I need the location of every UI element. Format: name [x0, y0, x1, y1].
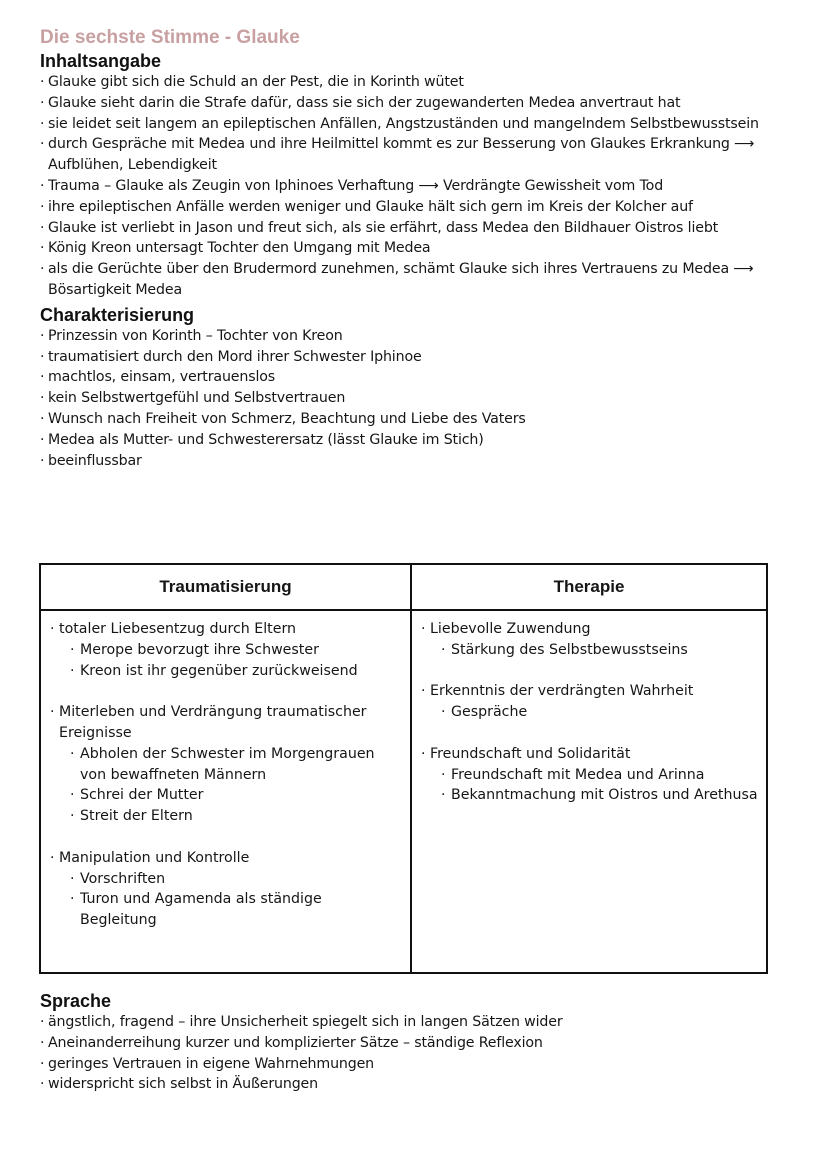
list-item: · durch Gespräche mit Medea und ihre Heilmittel kommt es zur Besserung von Glaukes Erkrankung ⟶ Aufblühen, Lebendigkeit: [40, 134, 800, 176]
page-title: Die sechste Stimme - Glauke: [40, 27, 300, 48]
main-bullet: · Freundschaft und Solidarität: [421, 744, 758, 765]
sub-bullet: · Turon und Agamenda als ständige Begleitung: [50, 889, 402, 931]
sprache-list: [40, 1012, 800, 1095]
sub-bullet: · Bekanntmachung mit Oistros und Arethusa: [421, 785, 758, 806]
sub-bullet: · Vorschriften: [50, 869, 402, 890]
list-item: · Glauke ist verliebt in Jason und freut sich, als sie erfährt, dass Medea den Bildhauer Oistros liebt: [40, 218, 800, 239]
notes-page: [40, 26, 800, 471]
list-item: · sie leidet seit langem an epileptischen Anfällen, Angstzuständen und mangelndem Selbstbewusstsein: [40, 114, 800, 135]
main-bullet: · Miterleben und Verdrängung traumatischer Ereignisse: [50, 702, 402, 744]
bullet-group: [50, 848, 402, 931]
comparison-table: [39, 563, 768, 974]
bullet-group: [421, 744, 758, 806]
sub-bullet: · Abholen der Schwester im Morgengrauen von bewaffneten Männern: [50, 744, 402, 786]
list-item: · Glauke gibt sich die Schuld an der Pest, die in Korinth wütet: [40, 72, 800, 93]
list-item: · geringes Vertrauen in eigene Wahrnehmungen: [40, 1054, 800, 1075]
list-item: · kein Selbstwertgefühl und Selbstvertrauen: [40, 388, 800, 409]
therapie-cell: [411, 610, 767, 973]
list-item: · Prinzessin von Korinth – Tochter von Kreon: [40, 326, 800, 347]
list-item: · Medea als Mutter- und Schwesterersatz (lässt Glauke im Stich): [40, 430, 800, 451]
sprache-section: [40, 990, 800, 1095]
column-heading-traumatisierung: Traumatisierung: [40, 564, 411, 610]
sub-bullet: · Schrei der Mutter: [50, 785, 402, 806]
sub-bullet: · Stärkung des Selbstbewusstseins: [421, 640, 758, 661]
main-bullet: · Liebevolle Zuwendung: [421, 619, 758, 640]
sub-bullet: · Streit der Eltern: [50, 806, 402, 827]
sub-bullet: · Gespräche: [421, 702, 758, 723]
section-heading-inhalt: Inhaltsangabe: [40, 51, 162, 71]
section-heading-charakter: Charakterisierung: [40, 304, 195, 325]
list-item: · ihre epileptischen Anfälle werden weniger und Glauke hält sich gern im Kreis der Kolcher auf: [40, 197, 800, 218]
list-item: · beeinflussbar: [40, 451, 800, 472]
bullet-group: [421, 619, 758, 661]
main-bullet: · totaler Liebesentzug durch Eltern: [50, 619, 402, 640]
sub-bullet: · Merope bevorzugt ihre Schwester: [50, 640, 402, 661]
bullet-group: [50, 702, 402, 827]
bullet-group: [50, 619, 402, 681]
main-bullet: · Erkenntnis der verdrängten Wahrheit: [421, 681, 758, 702]
list-item: · Trauma – Glauke als Zeugin von Iphinoes Verhaftung ⟶ Verdrängte Gewissheit vom Tod: [40, 176, 800, 197]
section-heading-sprache: Sprache: [40, 991, 112, 1011]
sub-bullet: · Freundschaft mit Medea und Arinna: [421, 765, 758, 786]
list-item: · König Kreon untersagt Tochter den Umgang mit Medea: [40, 238, 800, 259]
list-item: · als die Gerüchte über den Brudermord zunehmen, schämt Glauke sich ihres Vertrauens zu Medea ⟶ Bösartigkeit Medea: [40, 259, 800, 301]
list-item: · widerspricht sich selbst in Äußerungen: [40, 1074, 800, 1095]
list-item: · Wunsch nach Freiheit von Schmerz, Beachtung und Liebe des Vaters: [40, 409, 800, 430]
list-item: · Aneinanderreihung kurzer und komplizierter Sätze – ständige Reflexion: [40, 1033, 800, 1054]
inhalt-list: [40, 72, 800, 301]
sub-bullet: · Kreon ist ihr gegenüber zurückweisend: [50, 661, 402, 682]
traumatisierung-cell: [40, 610, 411, 973]
charakter-list: [40, 326, 800, 472]
bullet-group: [421, 681, 758, 723]
list-item: · ängstlich, fragend – ihre Unsicherheit spiegelt sich in langen Sätzen wider: [40, 1012, 800, 1033]
list-item: · Glauke sieht darin die Strafe dafür, dass sie sich der zugewanderten Medea anvertraut hat: [40, 93, 800, 114]
list-item: · machtlos, einsam, vertrauenslos: [40, 367, 800, 388]
list-item: · traumatisiert durch den Mord ihrer Schwester Iphinoe: [40, 347, 800, 368]
main-bullet: · Manipulation und Kontrolle: [50, 848, 402, 869]
column-heading-therapie: Therapie: [411, 564, 767, 610]
